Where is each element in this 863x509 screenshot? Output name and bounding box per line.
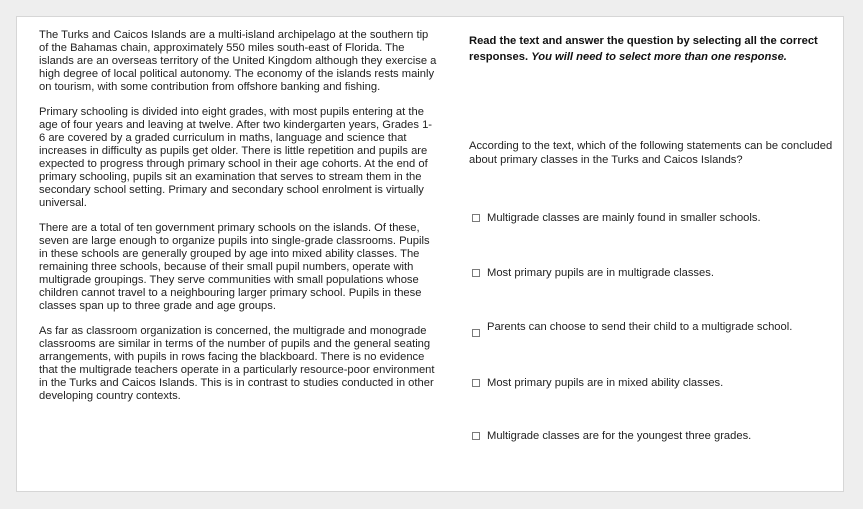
passage-paragraph-4: As far as classroom organization is concerned, the multigrade and monograde classrooms are similar in terms of the number of pupils and the general seating arrangements, with pupils in rows facing the blackboard. There is no evidence that the multigrade teachers operate in a particularly resource-poor environment in the Turks and Caicos Islands. This is in contrast to studies conducted in other developing country contexts.: [39, 325, 435, 402]
checkbox[interactable]: [472, 329, 480, 337]
instructions: [469, 33, 821, 65]
checkbox[interactable]: [472, 214, 480, 222]
passage-paragraph-2: Primary schooling is divided into eight grades, with most pupils entering at the age of four years and leaving at twelve. After two kindergarten years, Grades 1-6 are covered by a graded curriculum in maths, language and science that increases in difficulty as pupils get older. There is little repetition and pupils are expected to progress through primary school in their age cohorts. At the end of primary schooling, pupils sit an examination that serves to stream them in the secondary school setting. Primary and secondary school enrolment is virtually universal.: [39, 106, 433, 209]
reading-passage: [39, 29, 437, 415]
option-label: Parents can choose to send their child to a multigrade school.: [487, 321, 793, 333]
passage-paragraph-3: There are a total of ten government primary schools on the islands. Of these, seven are large enough to organize pupils into single-grade classrooms. Pupils in these schools are generally grouped by age into mixed ability classes. The remaining three schools, because of their small pupil numbers, operate with multigrade groupings. They serve communities with small populations whose children cannot travel to a neighbouring larger primary school. Pupils in these classes span up to three grade and age groups.: [39, 222, 430, 312]
instructions-emphasis: You will need to select more than one response.: [531, 51, 787, 63]
question-panel: [16, 16, 844, 492]
option-label: Most primary pupils are in multigrade classes.: [487, 267, 714, 279]
option-label: Multigrade classes are mainly found in smaller schools.: [487, 212, 761, 224]
question-text: According to the text, which of the following statements can be concluded about primary classes in the Turks and Caicos Islands?: [469, 140, 833, 166]
checkbox[interactable]: [472, 379, 480, 387]
passage-paragraph-1: The Turks and Caicos Islands are a multi-island archipelago at the southern tip of the Bahamas chain, approximately 550 miles south-east of Florida. The islands are an overseas territory of the United Kingdom although they exercise a high degree of local political autonomy. The economy of the islands rests mainly on tourism, with some contribution from offshore banking and fishing.: [39, 29, 437, 93]
checkbox[interactable]: [472, 432, 480, 440]
option-label: Multigrade classes are for the youngest three grades.: [487, 430, 752, 442]
checkbox[interactable]: [472, 269, 480, 277]
instructions-main: Read the text and answer the question by selecting all the correct responses.: [469, 35, 818, 63]
option-label: Most primary pupils are in mixed ability classes.: [487, 377, 724, 389]
